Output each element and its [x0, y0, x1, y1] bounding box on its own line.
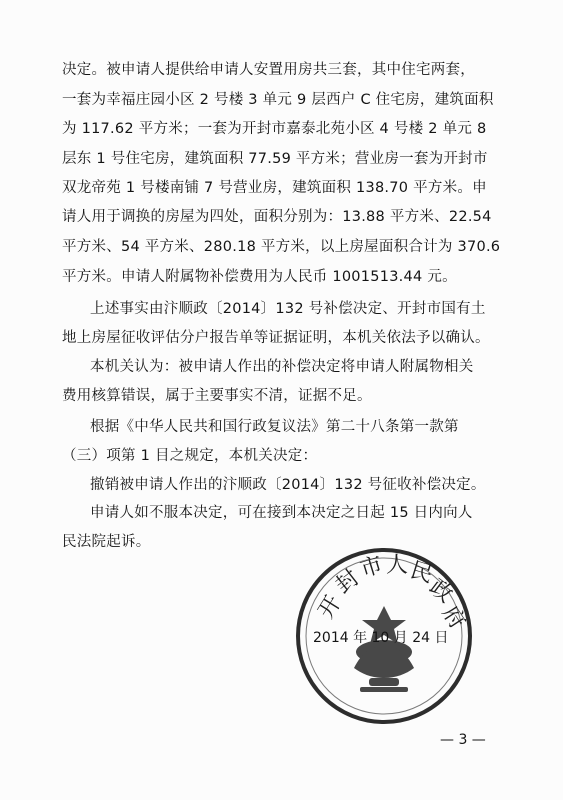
svg-text:市: 市	[357, 552, 386, 583]
body-line: 决定。被申请人提供给申请人安置用房共三套，其中住宅两套，	[62, 62, 475, 78]
svg-text:府: 府	[436, 601, 470, 634]
body-line: 为 117.62 平方米；一套为开封市嘉泰北苑小区 4 号楼 2 单元 8	[62, 121, 487, 137]
body-line: 请人用于调换的房屋为四处，面积分别为：13.88 平方米、22.54	[62, 209, 492, 225]
body-line: 撤销被申请人作出的汴顺政〔2014〕132 号征收补偿决定。	[90, 477, 486, 493]
body-line: 申请人如不服本决定，可在接到本决定之日起 15 日内向人	[90, 505, 473, 521]
page-number: — 3 —	[440, 732, 486, 748]
svg-text:民: 民	[407, 557, 436, 589]
body-line: 地上房屋征收评估分户报告单等证据证明，本机关依法予以确认。	[62, 330, 490, 346]
body-line: （三）项第 1 目之规定，本机关决定：	[62, 448, 318, 464]
svg-text:封: 封	[331, 565, 365, 599]
svg-text:人: 人	[386, 553, 409, 578]
document-date: 2014 年 10 月 24 日	[313, 630, 449, 646]
body-line: 平方米。申请人附属物补偿费用为人民币 1001513.44 元。	[62, 269, 457, 285]
body-line: 双龙帝苑 1 号楼南铺 7 号营业房，建筑面积 138.70 平方米。申	[62, 180, 487, 196]
body-line: 平方米、54 平方米、280.18 平方米，以上房屋面积合计为 370.6	[62, 239, 501, 255]
body-line: 根据《中华人民共和国行政复议法》第二十八条第一款第	[90, 419, 459, 435]
body-line: 本机关认为：被申请人作出的补偿决定将申请人附属物相关	[90, 359, 474, 375]
svg-text:开: 开	[313, 591, 347, 624]
body-line: 层东 1 号住宅房，建筑面积 77.59 平方米；营业房一套为开封市	[62, 151, 488, 167]
body-line: 一套为幸福庄园小区 2 号楼 3 单元 9 层西户 C 住宅房，建筑面积	[62, 92, 494, 108]
svg-text:政: 政	[424, 574, 458, 609]
body-line: 上述事实由汴顺政〔2014〕132 号补偿决定、开封市国有土	[90, 301, 486, 317]
body-line: 民法院起诉。	[62, 534, 151, 550]
body-line: 费用核算错误，属于主要事实不清，证据不足。	[62, 388, 372, 404]
